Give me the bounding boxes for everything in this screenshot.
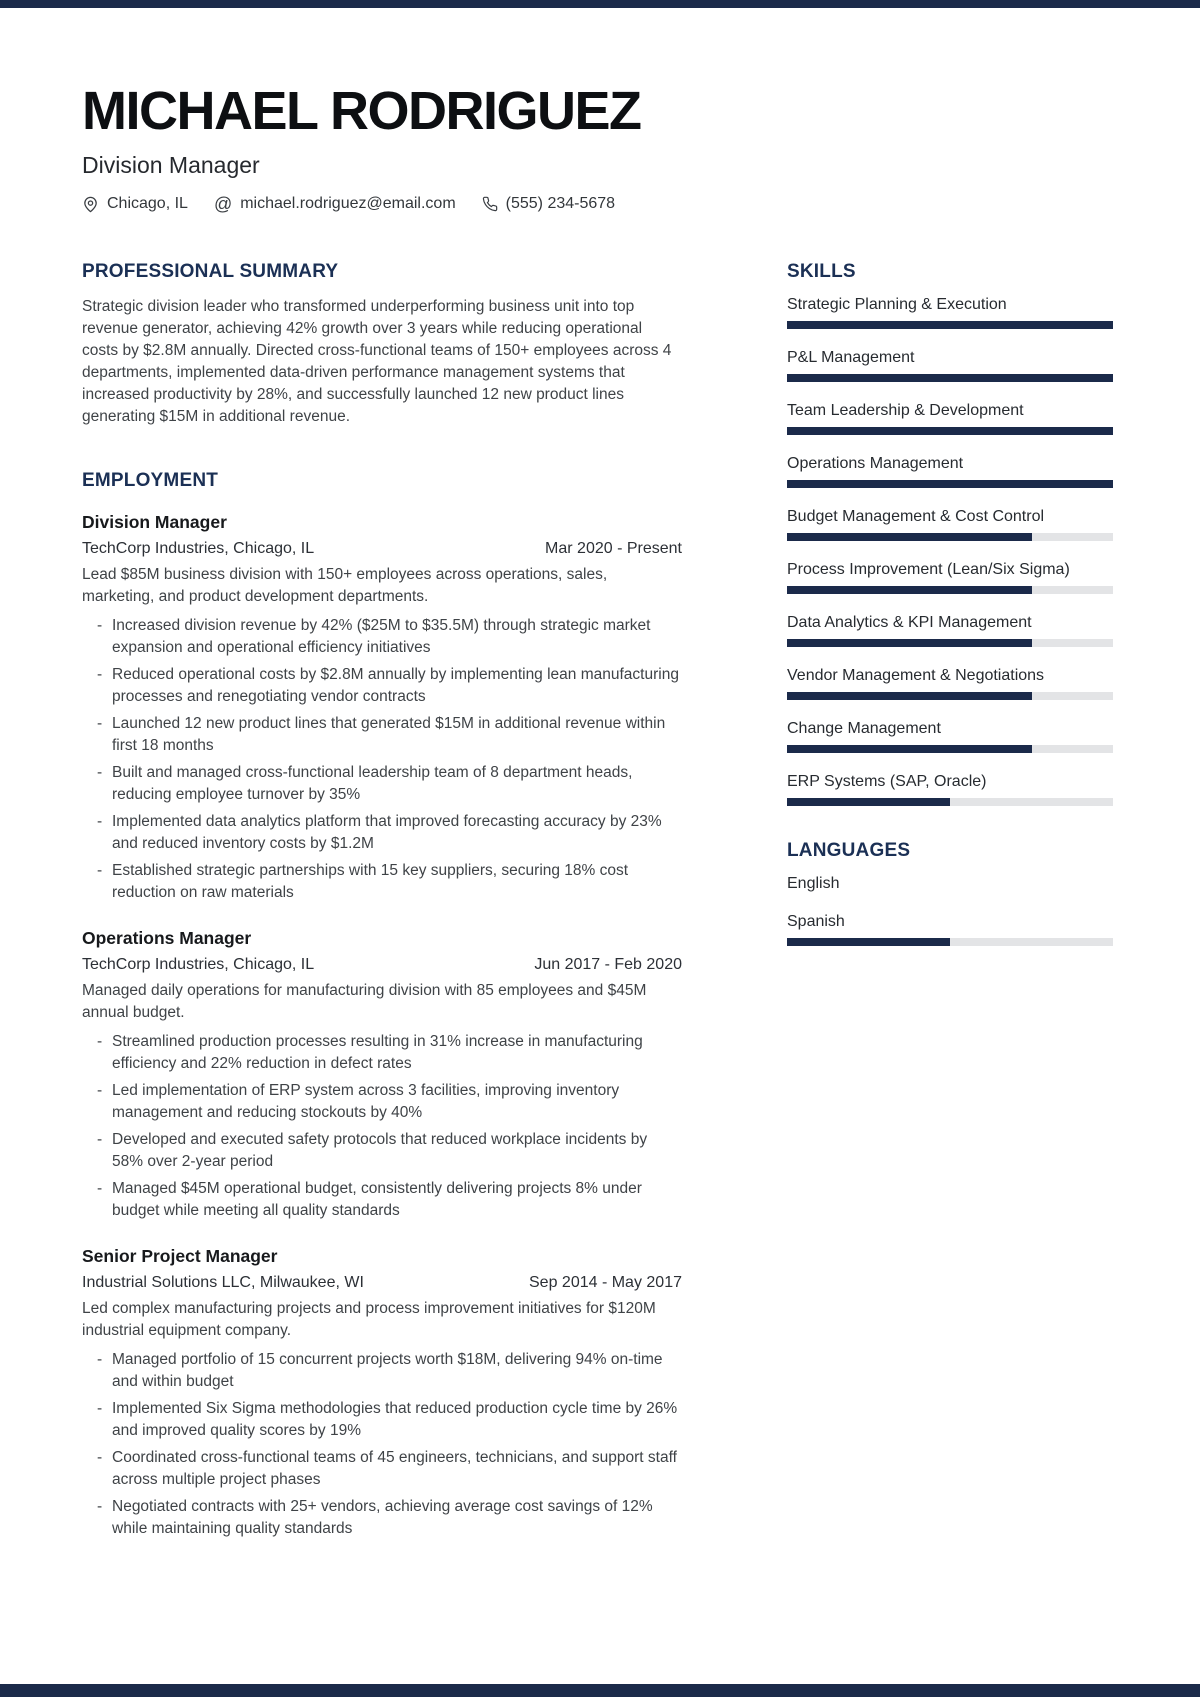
summary-text: Strategic division leader who transformed underperforming business unit into top revenue generator, achieving 42% growth over 3 years while reducing operational costs by $2.8M annually. Directed cross-functional teams of 150+ employees across 4 departments, implemented data-driven performance management systems that increased productivity by 28%, and successfully launched 12 new product lines generating $15M in additional revenue. xyxy=(82,298,672,425)
skill-level-bar xyxy=(787,480,1113,488)
contact-location-text: Chicago, IL xyxy=(107,195,188,212)
job-bullet xyxy=(82,1080,682,1124)
job-bullet xyxy=(82,713,682,757)
job-bullet-text: Managed portfolio of 15 concurrent projects worth $18M, delivering 94% on-time and within budget xyxy=(112,1351,663,1390)
job-bullet-text: Increased division revenue by 42% ($25M to $35.5M) through strategic market expansion and operational efficiency initiatives xyxy=(112,617,651,656)
skill-label: Vendor Management & Negotiations xyxy=(787,667,1045,684)
job-title: Operations Manager xyxy=(82,928,252,948)
job-bullet-list xyxy=(82,615,682,904)
skill-row xyxy=(787,347,1113,382)
job-entry xyxy=(82,926,682,1222)
contact-phone xyxy=(482,195,615,213)
job-bullet-text: Coordinated cross-functional teams of 45 engineers, technicians, and support staff across multiple project phases xyxy=(112,1449,677,1488)
job-dates: Jun 2017 - Feb 2020 xyxy=(534,956,682,973)
job-bullet-list xyxy=(82,1031,682,1222)
skill-level-bar xyxy=(787,586,1113,594)
job-bullet xyxy=(82,1496,682,1540)
languages-list xyxy=(787,873,1113,946)
language-label: Spanish xyxy=(787,913,845,930)
skill-level-fill xyxy=(787,586,1032,594)
contact-row xyxy=(82,195,1113,213)
job-bullet xyxy=(82,762,682,806)
job-meta-row xyxy=(82,1271,682,1294)
skill-level-fill xyxy=(787,480,1113,488)
job-company: TechCorp Industries, Chicago, IL xyxy=(82,956,315,973)
summary-heading: PROFESSIONAL SUMMARY xyxy=(82,261,339,282)
job-bullet xyxy=(82,1129,682,1173)
summary-section xyxy=(82,261,682,428)
job-title: Division Manager xyxy=(82,512,227,532)
skill-level-bar xyxy=(787,374,1113,382)
at-sign-icon: @ xyxy=(213,194,233,214)
skill-label: Operations Management xyxy=(787,455,964,472)
job-bullet-text: Implemented Six Sigma methodologies that reduced production cycle time by 26% and improved quality scores by 19% xyxy=(112,1400,678,1439)
job-company: Industrial Solutions LLC, Milwaukee, WI xyxy=(82,1274,364,1291)
skills-section xyxy=(787,261,1113,806)
phone-icon xyxy=(482,196,498,212)
skill-row xyxy=(787,612,1113,647)
job-bullet-text: Established strategic partnerships with 15 key suppliers, securing 18% cost reduction on raw materials xyxy=(112,862,629,901)
skill-label: Strategic Planning & Execution xyxy=(787,296,1007,313)
job-bullet-text: Built and managed cross-functional leadership team of 8 department heads, reducing employee turnover by 35% xyxy=(112,764,633,803)
skill-label: Process Improvement (Lean/Six Sigma) xyxy=(787,561,1070,578)
skills-list xyxy=(787,294,1113,806)
person-name: MICHAEL RODRIGUEZ xyxy=(82,81,641,141)
job-bullet xyxy=(82,1178,682,1222)
job-entry xyxy=(82,1244,682,1540)
job-dates: Mar 2020 - Present xyxy=(545,540,682,557)
bottom-accent-bar xyxy=(0,1684,1200,1697)
skill-row xyxy=(787,506,1113,541)
skill-level-fill xyxy=(787,639,1032,647)
skill-label: Budget Management & Cost Control xyxy=(787,508,1045,525)
job-meta-row xyxy=(82,953,682,976)
top-accent-bar xyxy=(0,0,1200,8)
sidebar-column xyxy=(787,261,1113,1545)
job-entry xyxy=(82,510,682,904)
skill-row xyxy=(787,771,1113,806)
job-bullet-text: Negotiated contracts with 25+ vendors, achieving average cost savings of 12% while maintaining quality standards xyxy=(112,1498,653,1537)
resume-header xyxy=(82,81,1113,214)
skill-level-fill xyxy=(787,427,1113,435)
job-bullet-text: Developed and executed safety protocols that reduced workplace incidents by 58% over 2-year period xyxy=(112,1131,648,1170)
job-dates: Sep 2014 - May 2017 xyxy=(529,1274,682,1291)
skill-level-fill xyxy=(787,745,1032,753)
skill-level-bar xyxy=(787,533,1113,541)
language-row xyxy=(787,873,1113,895)
skill-level-fill xyxy=(787,321,1113,329)
job-bullet-text: Managed $45M operational budget, consistently delivering projects 8% under budget while meeting all quality standards xyxy=(112,1180,642,1219)
skill-level-bar xyxy=(787,321,1113,329)
job-description: Lead $85M business division with 150+ employees across operations, sales, marketing, and product development departments. xyxy=(82,566,608,605)
skill-row xyxy=(787,453,1113,488)
skill-label: Data Analytics & KPI Management xyxy=(787,614,1032,631)
job-company: TechCorp Industries, Chicago, IL xyxy=(82,540,315,557)
job-bullet xyxy=(82,615,682,659)
job-meta-row xyxy=(82,537,682,560)
skill-row xyxy=(787,665,1113,700)
job-bullet xyxy=(82,1031,682,1075)
job-bullet xyxy=(82,1349,682,1393)
employment-heading: EMPLOYMENT xyxy=(82,470,219,491)
skill-level-bar xyxy=(787,639,1113,647)
language-row xyxy=(787,911,1113,946)
language-level-fill xyxy=(787,938,950,946)
job-description: Managed daily operations for manufacturing division with 85 employees and $45M annual budget. xyxy=(82,982,647,1021)
job-bullet-text: Streamlined production processes resulting in 31% increase in manufacturing efficiency and 22% reduction in defect rates xyxy=(112,1033,643,1072)
job-bullet xyxy=(82,1398,682,1442)
skill-level-fill xyxy=(787,798,950,806)
job-bullet-text: Led implementation of ERP system across 3 facilities, improving inventory management and reducing stockouts by 40% xyxy=(112,1082,620,1121)
person-title: Division Manager xyxy=(82,152,260,178)
skill-row xyxy=(787,294,1113,329)
skill-row xyxy=(787,718,1113,753)
contact-email xyxy=(214,195,456,213)
skill-level-fill xyxy=(787,692,1032,700)
job-bullet-text: Reduced operational costs by $2.8M annually by implementing lean manufacturing processes and renegotiating vendor contracts xyxy=(112,666,679,705)
content-columns xyxy=(82,261,1113,1545)
skill-level-bar xyxy=(787,427,1113,435)
employment-section xyxy=(82,470,682,1540)
skill-label: Change Management xyxy=(787,720,941,737)
skill-row xyxy=(787,559,1113,594)
skills-heading: SKILLS xyxy=(787,261,856,282)
job-bullet xyxy=(82,811,682,855)
job-description: Led complex manufacturing projects and process improvement initiatives for $120M industrial equipment company. xyxy=(82,1300,656,1339)
languages-heading: LANGUAGES xyxy=(787,840,911,861)
skill-level-fill xyxy=(787,374,1113,382)
job-bullet xyxy=(82,664,682,708)
job-title: Senior Project Manager xyxy=(82,1246,278,1266)
skill-row xyxy=(787,400,1113,435)
contact-location xyxy=(82,195,188,213)
job-list xyxy=(82,510,682,1540)
job-bullet-text: Implemented data analytics platform that improved forecasting accuracy by 23% and reduced inventory costs by $1.2M xyxy=(112,813,662,852)
skill-level-fill xyxy=(787,533,1032,541)
skill-label: ERP Systems (SAP, Oracle) xyxy=(787,773,987,790)
skill-level-bar xyxy=(787,745,1113,753)
skill-label: Team Leadership & Development xyxy=(787,402,1024,419)
skill-label: P&L Management xyxy=(787,349,915,366)
contact-phone-text: (555) 234-5678 xyxy=(505,195,616,212)
job-bullet xyxy=(82,1447,682,1491)
main-column xyxy=(82,261,682,1545)
job-bullet xyxy=(82,860,682,904)
job-bullet-list xyxy=(82,1349,682,1540)
skill-level-bar xyxy=(787,692,1113,700)
job-bullet-text: Launched 12 new product lines that generated $15M in additional revenue within first 18 months xyxy=(112,715,666,754)
languages-section xyxy=(787,840,1113,946)
language-label: English xyxy=(787,875,840,892)
contact-email-text: michael.rodriguez@email.com xyxy=(240,195,456,212)
skill-level-bar xyxy=(787,798,1113,806)
location-pin-icon xyxy=(82,196,99,213)
language-level-bar xyxy=(787,938,1113,946)
